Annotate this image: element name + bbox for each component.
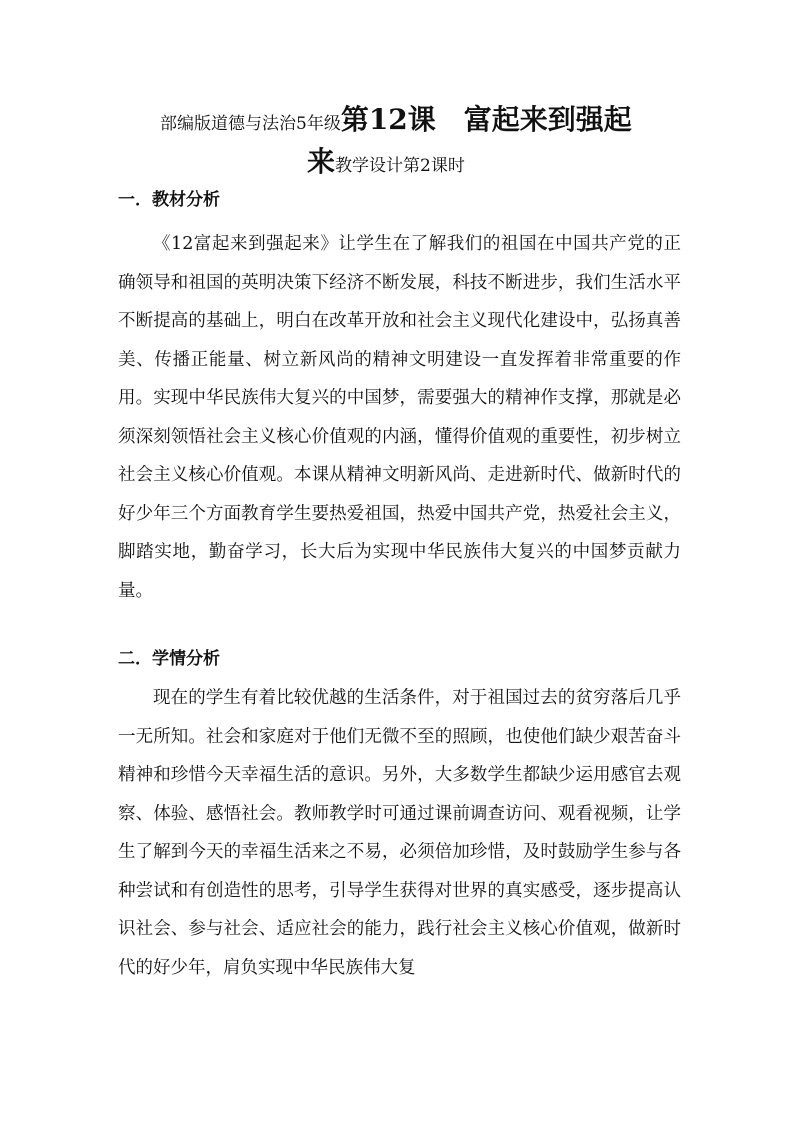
title-line2-big: 来 bbox=[307, 145, 336, 178]
title-line2-suffix: 教学设计第2课时 bbox=[335, 156, 465, 176]
section-heading-textbook-analysis: 一．教材分析 bbox=[118, 190, 220, 210]
section-paragraph-textbook-analysis: 《12富起来到强起来》让学生在了解我们的祖国在中国共产党的正确领导和祖国的英明决策下经济不断发展，科技不断进步，我们生活水平不断提高的基础上，明白在改革开放和社会主义现代化建设中，弘扬真善美、传播正能量、树立新风尚的精神文明建设一直发挥着非常重要的作用。实现中华民族伟大复兴的中国梦，需要强大的精神作支撑，那就是必须深刻领悟社会主义核心价值观的内涵，懂得价值观的重要性，初步树立社会主义核心价值观。本课从精神文明新风尚、走进新时代、做新时代的好少年三个方面教育学生要热爱祖国，热爱中国共产党，热爱社会主义，脚踏实地，勤奋学习，长大后为实现中华民族伟大复兴的中国梦贡献力量。 bbox=[118, 234, 681, 601]
title-prefix: 部编版道德与法治5年级 bbox=[160, 114, 341, 134]
title-lesson: 第12课 富起来到强起 bbox=[340, 103, 632, 136]
section-paragraph-student-analysis: 现在的学生有着比较优越的生活条件，对于祖国过去的贫穷落后几乎一无所知。社会和家庭对于他们无微不至的照顾，也使他们缺少艰苦奋斗精神和珍惜今天幸福生活的意识。另外，大多数学生都缺少运用感官去观察、体验、感悟社会。教师教学时可通过课前调查访问、观看视频，让学生了解到今天的幸福生活来之不易，必须倍加珍惜，及时鼓励学生参与各种尝试和有创造性的思考，引导学生获得对世界的真实感受，逐步提高认识社会、参与社会、适应社会的能力，践行社会主义核心价值观，做新时代的好少年，肩负实现中华民族伟大复 bbox=[118, 688, 681, 978]
document-title-line-2 bbox=[307, 144, 465, 180]
section-heading-student-analysis: 二．学情分析 bbox=[118, 649, 220, 669]
document-title-line-1 bbox=[160, 100, 632, 140]
